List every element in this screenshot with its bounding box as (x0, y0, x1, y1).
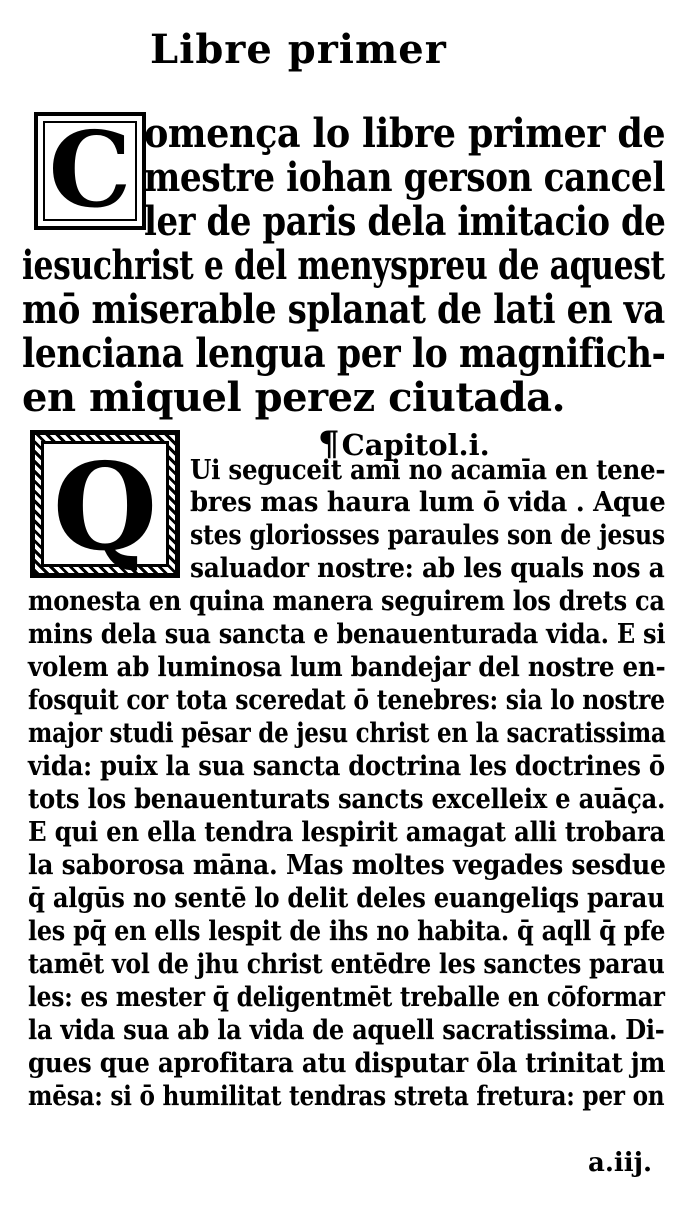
chapter-label: Capitol.i. (341, 428, 490, 462)
body-line-16: tamēt vol de jhu christ entēdre les sanctes parau (28, 949, 665, 980)
body-line-5: monesta en quina manera seguirem los drets ca (28, 586, 665, 617)
title-line-3: ler de paris dela imitacio de (144, 198, 666, 245)
body-line-12: E qui en ella tendra lespirit amagat alli trobara (28, 817, 666, 848)
body-line-2: bres mas haura lum ō vida . Aque (190, 487, 666, 518)
body-line-3: stes gloriosses paraules son de jesus (190, 520, 665, 551)
body-line-14: q̄ algūs no sentē lo delit deles euangeliqs parau (28, 883, 665, 914)
body-line-7: volem ab luminosa lum bandejar del nostre en- (28, 652, 666, 683)
title-line-7: en miquel perez ciutada. (22, 374, 566, 421)
decorated-initial-title (34, 108, 146, 231)
signature-mark: a.iij. (588, 1148, 653, 1178)
body-line-15: les pq̄ en ells lespit de ihs no habita. q̄ aqll q̄ pfe (28, 916, 666, 947)
initial-letter-title: C (48, 108, 132, 231)
body-line-6: mins dela sua sancta e benauenturada vida. E si (28, 619, 666, 650)
body-line-13: la saborosa māna. Mas moltes vegades sesdue (28, 850, 666, 881)
body-line-8: fosquit cor tota sceredat ō tenebres: sia lo nostre (28, 685, 665, 716)
body-line-18: la vida sua ab la vida de aquell sacratissima. Di- (28, 1015, 665, 1046)
title-line-4: iesuchrist e del menyspreu de aquest (22, 242, 665, 289)
title-line-1: omença lo libre primer de (144, 110, 666, 157)
title-line-6: lenciana lengua per lo magnifich- (22, 330, 666, 377)
pilcrow-icon: ¶ (318, 424, 340, 464)
running-head: Libre primer (150, 26, 447, 73)
body-line-19: gues que aprofitara atu disputar ōla trinitat jm (28, 1048, 666, 1079)
body-line-4: saluador nostre: ab les quals nos a (190, 553, 665, 584)
title-line-5: mō miserable splanat de lati en va (22, 286, 665, 333)
title-line-2: mestre iohan gerson cancel (144, 154, 665, 201)
body-line-11: tots los benauenturats sancts excelleix e auāça. (28, 784, 666, 815)
body-line-20: mēsa: si ō humilitat tendras streta fretura: per on (28, 1081, 665, 1112)
body-line-17: les: es mester q̄ deligentmēt treballe en cōformar (28, 982, 665, 1013)
initial-letter-body: Q (41, 441, 169, 567)
body-line-10: vida: puix la sua sancta doctrina les doctrines ō (28, 751, 665, 782)
decorated-initial-body (30, 430, 180, 578)
body-line-1: Ui seguceit ami no acamīa en tene- (190, 455, 666, 486)
body-line-9: major studi pēsar de jesu christ en la sacratissima (28, 718, 666, 749)
